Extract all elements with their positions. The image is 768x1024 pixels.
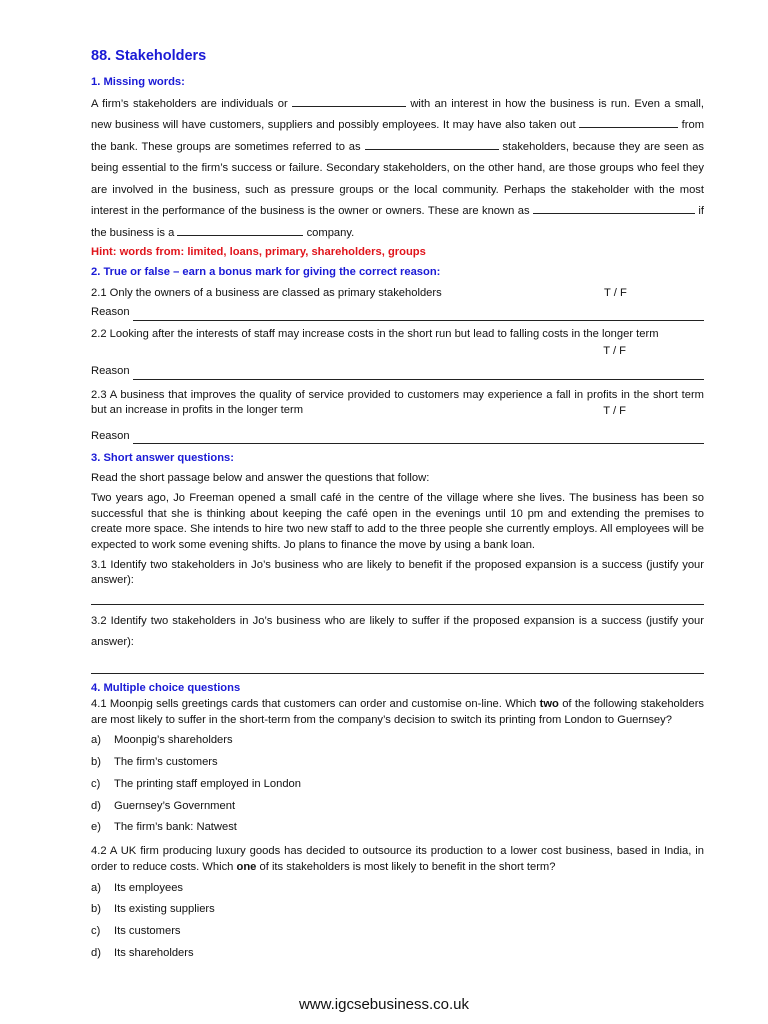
reason-row <box>91 428 704 445</box>
reason-row <box>91 304 704 321</box>
options-4-2 <box>91 880 704 962</box>
blank-4[interactable] <box>533 202 695 214</box>
option-letter: e) <box>91 821 101 834</box>
option-letter: a) <box>91 881 101 894</box>
option-letter: b) <box>91 756 101 768</box>
tf-question-2-2 <box>91 327 704 359</box>
option-item[interactable] <box>91 901 704 918</box>
option-letter: d) <box>91 799 101 812</box>
passage-intro: Read the short passage below and answer the questions that follow: <box>91 472 430 485</box>
paragraph-text: company. <box>306 226 355 239</box>
option-item[interactable] <box>91 880 704 897</box>
missing-words-paragraph <box>91 94 704 245</box>
hint-text: Hint: words from: limited, loans, primary, shareholders, groups <box>91 246 426 259</box>
paragraph-text: from the bank. These groups are sometimes referred to as <box>91 119 705 153</box>
footer-url[interactable]: www.igcsebusiness.co.uk <box>298 996 470 1013</box>
paragraph-text: A firm’s stakeholders are individuals or <box>91 97 288 110</box>
option-item[interactable] <box>91 819 704 836</box>
option-letter: c) <box>91 777 101 790</box>
reason-answer-line[interactable] <box>133 431 704 444</box>
option-text: Guernsey’s Government <box>114 799 236 812</box>
option-letter: d) <box>91 946 101 959</box>
option-item[interactable] <box>91 732 704 749</box>
blank-3[interactable] <box>365 138 499 150</box>
section-3-heading: 3. Short answer questions: <box>91 452 234 465</box>
blank-5[interactable] <box>177 224 303 236</box>
paragraph-text: if the business is a <box>91 205 704 239</box>
tf-choice[interactable]: T / F <box>603 404 626 417</box>
option-item[interactable] <box>91 923 704 940</box>
option-text: The printing staff employed in London <box>114 777 301 790</box>
option-text: Moonpig’s shareholders <box>114 734 233 747</box>
blank-2[interactable] <box>579 116 678 128</box>
tf-statement: 2.2 Looking after the interests of staff may increase costs in the short run but lead to falling costs in the longer term <box>91 328 659 341</box>
option-text: Its employees <box>114 881 184 894</box>
question-3-1: 3.1 Identify two stakeholders in Jo’s business who are likely to benefit if the proposed expansion is a success (justify your answer): <box>91 558 704 587</box>
option-text: Its existing suppliers <box>114 903 215 916</box>
reason-answer-line[interactable] <box>133 308 704 321</box>
question-3-2: 3.2 Identify two stakeholders in Jo’s business who are likely to suffer if the proposed expansion is a success (justify your answer): <box>91 615 704 649</box>
option-letter: a) <box>91 734 101 747</box>
option-text: Its shareholders <box>114 946 194 959</box>
option-text: The firm’s customers <box>114 756 218 768</box>
question-emphasis: two <box>539 697 559 710</box>
reason-row <box>91 363 704 380</box>
reason-answer-line[interactable] <box>133 367 704 380</box>
section-1-heading: 1. Missing words: <box>91 75 185 88</box>
question-4-2 <box>91 844 704 875</box>
option-text: The firm’s bank: Natwest <box>114 821 237 834</box>
question-text: 4.1 Moonpig sells greetings cards that customers can order and customise on-line. Which <box>91 697 537 710</box>
reason-label: Reason <box>91 306 130 319</box>
option-text: Its customers <box>114 925 181 938</box>
tf-question-2-3 <box>91 388 704 420</box>
option-letter: b) <box>91 903 101 916</box>
tf-question-2-1 <box>91 285 704 302</box>
tf-statement: 2.3 A business that improves the quality of service provided to customers may experience a fall in profits in the short term but an increase in profits in the longer term <box>91 388 704 417</box>
question-text: 4.2 A UK firm producing luxury goods has decided to outsource its production to a lower cost business, based in India, in order to reduce costs. Which <box>91 845 704 873</box>
paragraph-text: with an interest in how the business is run. Even a small, new business will have customers, suppliers and possibly employees. It may have also taken out <box>91 97 704 132</box>
question-text: of its stakeholders is most likely to benefit in the short term? <box>259 860 556 873</box>
page-title: 88. Stakeholders <box>91 48 207 64</box>
options-4-1 <box>91 732 704 836</box>
option-item[interactable] <box>91 945 704 962</box>
answer-line-3-2[interactable] <box>91 661 704 674</box>
tf-statement: 2.1 Only the owners of a business are classed as primary stakeholders <box>91 286 442 299</box>
paragraph-text: stakeholders, because they are seen as being essential to the firm’s success or failure. Secondary stakeholders, on the other hand, are those groups who feel they are involved in the business, such as pressure groups or the local community. Perhaps the stakeholder with the most interest in the performance of the business is the owner or owners. These are known as <box>91 140 705 218</box>
question-4-1 <box>91 697 704 728</box>
answer-line-3-1[interactable] <box>91 592 704 605</box>
section-4-heading: 4. Multiple choice questions <box>91 682 241 695</box>
reason-label: Reason <box>91 429 130 442</box>
option-item[interactable] <box>91 798 704 815</box>
tf-choice[interactable]: T / F <box>604 286 627 299</box>
option-item[interactable] <box>91 776 704 793</box>
question-text: of the following stakeholders are most likely to suffer in the short-term from the company’s decision to switch its printing from London to Guernsey? <box>91 697 705 726</box>
section-2-heading: 2. True or false – earn a bonus mark for giving the correct reason: <box>91 265 441 278</box>
worksheet-content <box>91 46 704 967</box>
question-emphasis: one <box>236 860 257 873</box>
tf-choice[interactable]: T / F <box>603 344 626 357</box>
option-item[interactable] <box>91 754 704 771</box>
reason-label: Reason <box>91 364 130 377</box>
blank-1[interactable] <box>292 95 406 107</box>
option-letter: c) <box>91 925 101 938</box>
passage-text: Two years ago, Jo Freeman opened a small café in the centre of the village where she lives. The business has been so successful that she is thinking about keeping the café open in the evenings until 10 pm and extending the premises to create more space. She intends to hire two new staff to add to the three people she currently employs. All employees will be expected to work some evening shifts. Jo plans to finance the move by using a bank loan. <box>91 492 704 552</box>
